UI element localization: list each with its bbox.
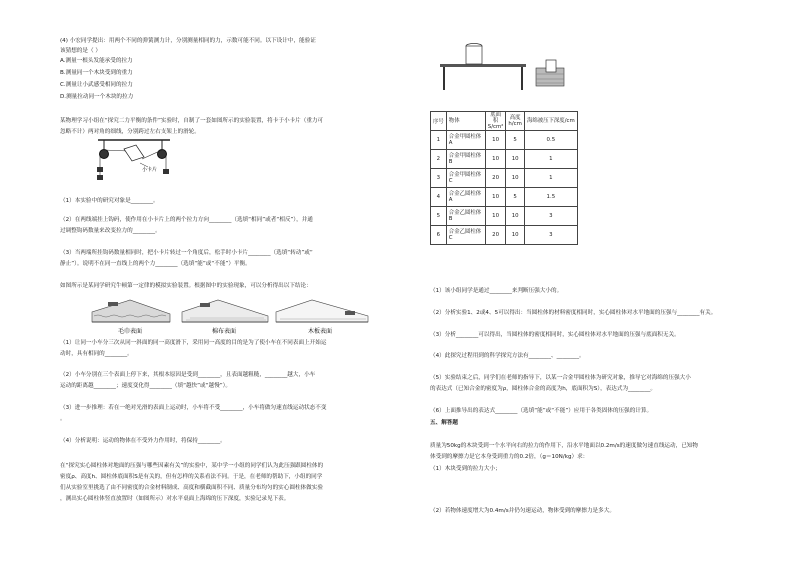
cell-object: 合金甲圆柱体A	[446, 131, 485, 150]
cell-area: 10	[485, 207, 506, 226]
calc-intro-2: 体受到的摩擦力是它本身受到重力的0.2倍，（g＝10N/kg）求：	[430, 454, 589, 460]
cell-height: 10	[506, 226, 524, 245]
table-row	[431, 169, 578, 188]
experiment-table	[430, 111, 578, 245]
cell-depth: 1	[524, 150, 577, 169]
cylinder-table-figure	[430, 38, 570, 92]
cell-area: 20	[485, 226, 506, 245]
table-header-row	[431, 112, 578, 131]
pulley-card-figure	[90, 137, 190, 193]
surface-label-board: 木板表面	[308, 328, 333, 335]
twoforce-q2-cont: 过调整钩码数量来改变拉力的________。	[60, 228, 161, 234]
cell-area: 10	[485, 188, 506, 207]
cell-object: 合金乙圆柱体C	[446, 226, 485, 245]
pressure-intro-2: 密度ρ、高度h、圆柱体底面积S是有关的，但有怎样的关系看法不同。于是，在老师的帮助下，小组的同学	[60, 474, 323, 480]
twoforce-intro: 某物理学习小组在“探究二力平衡的条件”实验时，自制了一套如图所示的实验装置，将卡于小卡片（重力可	[60, 118, 324, 124]
cell-object: 合金乙圆柱体A	[446, 188, 485, 207]
friction-q3-cont: 。	[60, 416, 66, 422]
cell-area: 10	[485, 131, 506, 150]
cell-index: 4	[431, 188, 447, 207]
cell-depth: 3	[524, 207, 577, 226]
twoforce-q3-cont: 静止”）。说明不在同一直线上的两个力________（选填“能”或“不能”）平衡。	[60, 261, 251, 267]
ramp-cotton	[182, 300, 268, 322]
pressure-intro-1: 在“探究实心圆柱体对地面的压强与哪些因素有关”的实验中，某中学一小组的同学们认为此压强跟圆柱体的	[60, 463, 324, 469]
q4-stem: (4) 小宏同学提出：用两个不同的弹簧测力计，分别测量相同的力，示数可能不同。以下设计中，能验证	[60, 38, 316, 44]
cell-area: 10	[485, 150, 506, 169]
friction-q1: （1）让同一小车分三次从同一斜面的同一高度滑下，采用同一高度的目的是为了使小车在不同表面上开始运	[60, 340, 327, 346]
table-row	[431, 150, 578, 169]
twoforce-q1: （1）本实验中的研究对象是________。	[60, 198, 159, 204]
table-q5: （5）实验结束之后，同学们在老师的指导下，以某一合金甲圆柱体为研究对象，推导它对海绵的压强大小	[430, 375, 691, 381]
cell-depth: 0.5	[524, 131, 577, 150]
table-q5-cont: 的表达式（已知合金的密度为ρ，圆柱体合金的高度为h，底面积为S），表达式为________。	[430, 386, 657, 392]
card-label: 小卡片	[142, 167, 158, 173]
cell-depth: 1	[524, 169, 577, 188]
cell-depth: 3	[524, 226, 577, 245]
friction-intro: 如图所示是某同学研究牛顿第一定律的模拟实验装置。根据图中的实验现象，可以分析得出以下结论：	[60, 283, 312, 289]
calc-q1: （1）木块受到的拉力大小；	[430, 466, 501, 472]
section-title: 五、解答题	[430, 420, 458, 426]
q4-option-c: C.测量让小武感受相同的拉力	[60, 82, 133, 88]
cell-area: 20	[485, 169, 506, 188]
surface-label-cotton: 棉布表面	[212, 328, 237, 335]
twoforce-intro-cont: 忽略不计）两对角的细线，分别跨过左右支架上的滑轮。	[60, 129, 200, 135]
cell-object: 合金甲圆柱体B	[446, 150, 485, 169]
cell-object: 合金乙圆柱体B	[446, 207, 485, 226]
q4-stem-cont: 该猜想的是（ ）	[60, 48, 101, 54]
table-q3: （3）分析________可以得出，当圆柱体的密度相同时，实心圆柱体对水平地面的压强与底面积无关。	[430, 332, 680, 338]
friction-q3: （3）进一步推理：若在一绝对光滑的表面上运动时，小车将不受________，小车将做匀速直线运动状态不变	[60, 405, 327, 411]
surface-label-towel: 毛巾表面	[118, 328, 143, 335]
pressure-intro-4: ，测出实心圆柱体竖直放置时（如图所示）对水平桌面上海绵的压下深度，实验记录见下表。	[60, 496, 290, 502]
twoforce-q2: （2）在两线端挂上钩码，使作用在小卡片上的两个拉力方向________（选填“相同”或者“相反”），并通	[60, 217, 313, 223]
table-row	[431, 131, 578, 150]
ramp-board	[276, 300, 368, 322]
ramps-figure	[90, 292, 370, 336]
header-index: 序号	[431, 112, 447, 131]
cell-index: 5	[431, 207, 447, 226]
cell-index: 6	[431, 226, 447, 245]
cell-height: 10	[506, 150, 524, 169]
header-height: 高度h/cm	[506, 112, 524, 131]
header-object: 物体	[446, 112, 485, 131]
table-q4: （4）此探究过程用到的科学探究方法有________、________。	[430, 353, 585, 359]
table-row	[431, 207, 578, 226]
cell-height: 10	[506, 207, 524, 226]
cell-object: 合金甲圆柱体C	[446, 169, 485, 188]
calc-q2: （2）若物体速度增大为0.4m/s并仍匀速运动，物体受到的摩擦力是多大。	[430, 508, 615, 514]
table-row	[431, 226, 578, 245]
sponge	[536, 60, 564, 86]
cell-height: 5	[506, 131, 524, 150]
cell-index: 1	[431, 131, 447, 150]
cell-depth: 1.5	[524, 188, 577, 207]
twoforce-q3: （3）当两端所挂钩码数量相同时，把小卡片转过一个角度后，松手时小卡片________（选填“转动”或“	[60, 250, 313, 256]
q4-option-d: D.测量拉动同一个木块的拉力	[60, 94, 134, 100]
q4-option-b: B.测量同一个木块受到的重力	[60, 70, 133, 76]
pressure-intro-3: 们从实验室里挑选了由不同密度的合金材料制成、高度和横截面积不同、质量分布均匀的实心圆柱体做实验	[60, 485, 323, 491]
header-area: 底面积S/cm²	[485, 112, 506, 131]
calc-intro-1: 质量为50kg的木块受到一个水平向右的拉力的作用下，沿水平地面以0.2m/s的速度做匀速直线运动，已知物	[430, 443, 698, 449]
table-q6: （6）上面推导出的表达式________（选填“能”或“不能”）应用于各类固体的压强的计算。	[430, 408, 653, 414]
ramp-towel	[92, 300, 170, 322]
table-q2: （2）分析实验1、2或4、5可以得出：当圆柱体的材料密度相同时，实心圆柱体对水平地面的压强与________有关。	[430, 310, 717, 316]
table-row	[431, 188, 578, 207]
friction-q2: （2）小车分别在三个表面上停下来，其根本原因是受到________，且表面越粗糙，________越大，小车	[60, 372, 316, 378]
cell-index: 2	[431, 150, 447, 169]
friction-q1-cont: 动时，具有相同的________。	[60, 351, 133, 357]
header-depth: 海绵被压下深度/cm	[524, 112, 577, 131]
cell-height: 10	[506, 169, 524, 188]
cell-index: 3	[431, 169, 447, 188]
friction-q2-cont: 运动的距离越________；速度变化得________（填“越快”或“越慢”）。	[60, 383, 232, 389]
q4-option-a: A.测量一根头发能承受的拉力	[60, 58, 133, 64]
cell-height: 5	[506, 188, 524, 207]
table-q1: （1）该小组同学是通过________来判断压强大小的。	[430, 288, 563, 294]
friction-q4: （4）分析说明：运动的物体在不受外力作用时，将保持________。	[60, 438, 226, 444]
